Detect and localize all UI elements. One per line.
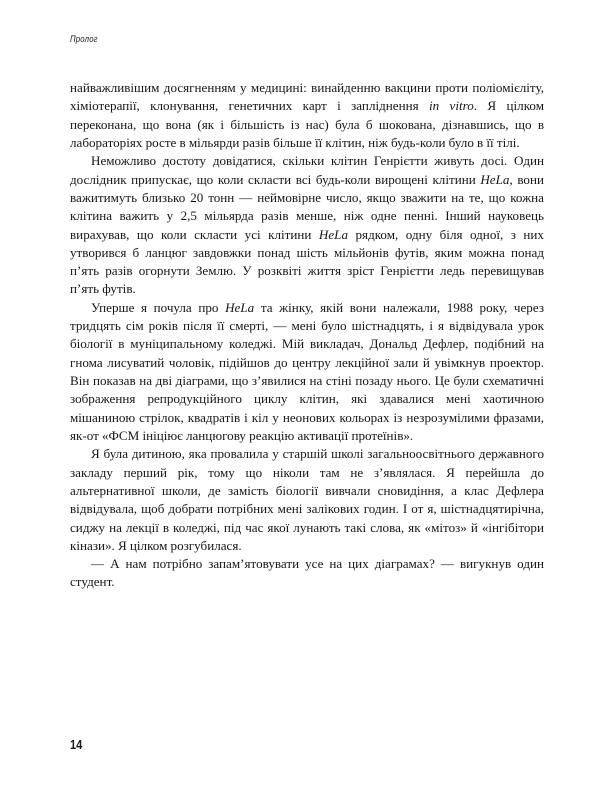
text-run: — А нам потрібно запам’ятовувати усе на цих діаграмах? — вигукнув один студент. bbox=[70, 556, 544, 590]
body-text-column bbox=[70, 79, 544, 592]
text-run: . Я цілком переконана, що вона (як і більшість із нас) була б шокована, дізнавшись, що в лабораторіях росте в мільярди разів більше її клітин, ніж будь-коли було в її тілі. bbox=[70, 98, 544, 150]
paragraph-p1 bbox=[70, 79, 544, 152]
running-header: Пролог bbox=[70, 34, 98, 45]
text-run: Уперше я почула про bbox=[91, 299, 226, 315]
page-number: 14 bbox=[70, 737, 83, 752]
italic-term: HeLa bbox=[225, 299, 255, 315]
paragraph-p4 bbox=[70, 445, 544, 555]
text-run: рядком, одну біля одної, з них утворився б ланцюг завдовжки понад шість мільйонів футів, яким можна понад п’ять разів огорнути Землю. У розквіті життя зріст Генрієтти ледь перевищував п’ять футів. bbox=[70, 226, 544, 297]
paragraph-p5 bbox=[70, 555, 544, 592]
paragraph-p3 bbox=[70, 299, 544, 446]
italic-term: HeLa bbox=[480, 171, 510, 187]
text-run: , вони важитимуть близько 20 тонн — неймовірне число, якщо зважити на те, що кожна клітина важить у 2,5 мільярда разів менше, ніж одне пенні. Інший науковець вирахував, що коли скласти усі клітини bbox=[70, 171, 544, 242]
text-run: Неможливо достоту довідатися, скільки клітин Генрієтти живуть досі. Один дослідник припускає, що коли скласти всі будь-коли вирощені клітини bbox=[70, 153, 544, 187]
text-run: та жінку, якій вони належали, 1988 року, через тридцять сім років після її смерті, — мені було шістнадцять, і я відвідувала урок біології в муніципальному коледжі. Мій викладач, Дональд Дефлер, подібний на гнома лисуватий чоловік, підійшов до центру лекційної зали й увімкнув проектор. Він показав на дві діаграми, що з’явилися на стіні позаду нього. Це були схематичні зображення репродукційного циклу клітин, які здавалися мені хаотичною мішаниною стрілок, квадратів і кіл у неонових кольорах із незрозумілими фразами, як-от «ФСМ ініціює ланцюгову реакцію активації протеїнів». bbox=[70, 299, 544, 443]
italic-term: HeLa bbox=[318, 226, 349, 242]
text-run: Я була дитиною, яка провалила у старшій школі загальноосвітнього державного закладу перший рік, тому що ніколи там не з’являлася. Я перейшла до альтернативної школи, де замість біології вивчали сновидіння, а клас Дефлера відвідувала, щоб добрати потрібних мені залікових годин. І от я, шістнадцятирічна, сиджу на лекції в коледжі, під час якої лунають такі слова, як «мітоз» й «інгібітори кінази». Я цілком розгубилася. bbox=[70, 446, 544, 553]
paragraph-p2 bbox=[70, 152, 544, 299]
italic-term: in vitro bbox=[429, 98, 474, 114]
text-run: найважливішим досягненням у медицині: винайденню вакцини проти поліомієліту, хіміотерапії, клонування, генетичних карт і запліднення bbox=[70, 80, 544, 114]
